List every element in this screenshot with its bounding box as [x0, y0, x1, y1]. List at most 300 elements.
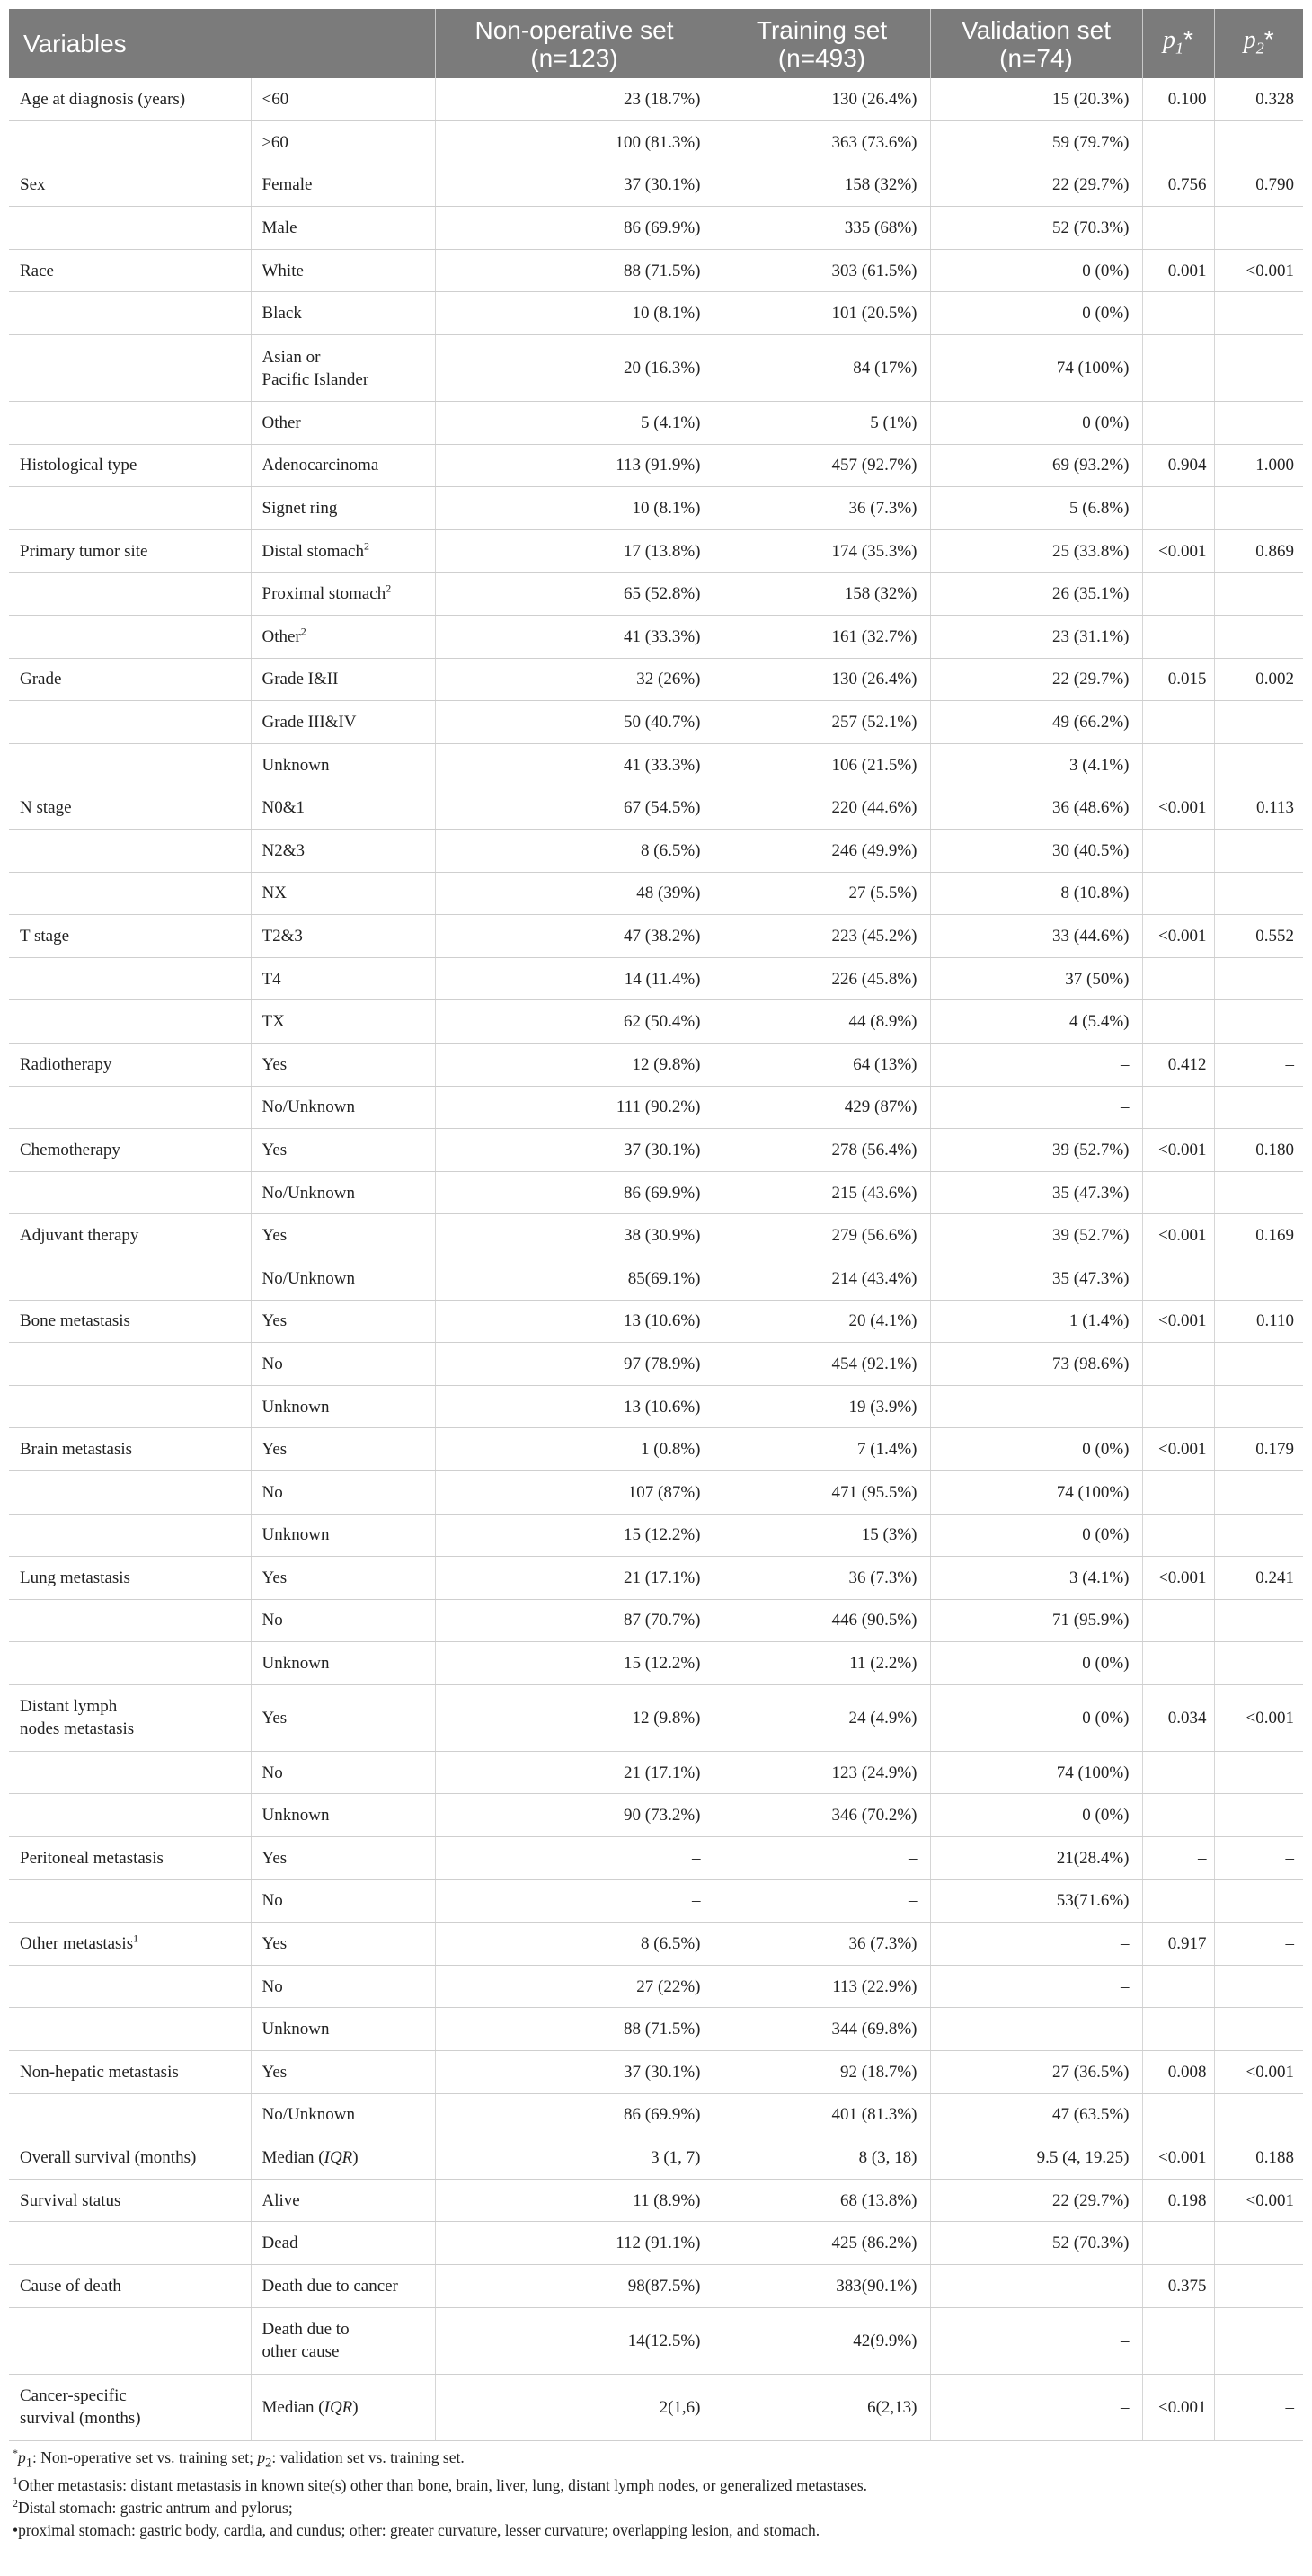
p1-value [1142, 2093, 1214, 2136]
variable-cell [9, 1923, 251, 1966]
nonoperative-value: 37 (30.1%) [435, 1129, 714, 1172]
nonoperative-value: 21 (17.1%) [435, 1557, 714, 1600]
category-label: ≥60 [262, 132, 288, 152]
table-row [9, 121, 1303, 164]
p1-value: <0.001 [1142, 2374, 1214, 2440]
category-cell [251, 2051, 435, 2094]
table-row [9, 2374, 1303, 2440]
table-row [9, 1171, 1303, 1214]
p2-value [1214, 1794, 1303, 1837]
training-value: 106 (21.5%) [714, 743, 930, 786]
nonoperative-value: 67 (54.5%) [435, 786, 714, 830]
nonoperative-value: 21 (17.1%) [435, 1751, 714, 1794]
nonoperative-value: – [435, 1879, 714, 1923]
variable-label: Sex [20, 175, 46, 195]
category-cell [251, 830, 435, 873]
category-label-end: ) [352, 2397, 359, 2417]
category-cell [251, 2136, 435, 2180]
validation-value: 0 (0%) [930, 249, 1142, 292]
category-label: Male [262, 218, 297, 238]
p2-value [1214, 743, 1303, 786]
table-row [9, 830, 1303, 873]
category-label: Other [262, 626, 301, 646]
nonoperative-value: 13 (10.6%) [435, 1300, 714, 1343]
variable-cell [9, 1642, 251, 1685]
variable-cell [9, 1470, 251, 1514]
category-label: Unknown [262, 1806, 330, 1825]
training-value: 346 (70.2%) [714, 1794, 930, 1837]
validation-value: – [930, 1965, 1142, 2008]
validation-value: 21(28.4%) [930, 1837, 1142, 1880]
footnote-other-metastasis: $^1$Other metastasis: distant metastasis in known site(s) other than bone, brain, liver, lung, distant lymph nodes, or generalized metastases. [13, 2474, 868, 2495]
validation-value: 36 (48.6%) [930, 786, 1142, 830]
nonoperative-value: 86 (69.9%) [435, 207, 714, 250]
p1-value [1142, 2307, 1214, 2374]
variable-cell [9, 444, 251, 487]
p1-value: <0.001 [1142, 1428, 1214, 1471]
validation-value: 30 (40.5%) [930, 830, 1142, 873]
category-cell [251, 1879, 435, 1923]
p1-value [1142, 1599, 1214, 1642]
nonoperative-value: 10 (8.1%) [435, 292, 714, 335]
category-label: Median ( [262, 2148, 324, 2168]
p2-value: – [1214, 1923, 1303, 1966]
variable-cell [9, 2136, 251, 2180]
variable-cell [9, 2051, 251, 2094]
category-label: TX [262, 1012, 285, 1032]
category-cell [251, 1599, 435, 1642]
variable-footnote-mark: 1 [133, 1932, 139, 1945]
validation-value: 49 (66.2%) [930, 701, 1142, 744]
training-value: 20 (4.1%) [714, 1300, 930, 1343]
p1-value: <0.001 [1142, 2136, 1214, 2180]
p2-value [1214, 872, 1303, 915]
table-row [9, 915, 1303, 958]
category-cell [251, 249, 435, 292]
p1-value: – [1142, 1837, 1214, 1880]
variable-cell [9, 1965, 251, 2008]
category-label: Unknown [262, 755, 330, 775]
category-cell [251, 2008, 435, 2051]
training-value: 401 (81.3%) [714, 2093, 930, 2136]
validation-value: 5 (6.8%) [930, 487, 1142, 530]
validation-value: 0 (0%) [930, 1514, 1142, 1557]
variable-cell [9, 1428, 251, 1471]
header-validation: Validation set (n=74) [930, 9, 1142, 78]
category-cell [251, 529, 435, 573]
category-cell [251, 1343, 435, 1386]
variable-cell [9, 1794, 251, 1837]
p1-value [1142, 1642, 1214, 1685]
validation-value: 9.5 (4, 19.25) [930, 2136, 1142, 2180]
validation-value: 39 (52.7%) [930, 1129, 1142, 1172]
p1-value [1142, 1879, 1214, 1923]
table-row [9, 249, 1303, 292]
category-cell [251, 1684, 435, 1751]
category-label: Median ( [262, 2397, 324, 2417]
category-label-end: ) [352, 2148, 359, 2168]
training-value: 226 (45.8%) [714, 957, 930, 1000]
nonoperative-value: 38 (30.9%) [435, 1214, 714, 1257]
training-value: 446 (90.5%) [714, 1599, 930, 1642]
p2-value [1214, 1257, 1303, 1300]
table-row [9, 2307, 1303, 2374]
variable-cell [9, 830, 251, 873]
variable-cell [9, 2008, 251, 2051]
p2-value [1214, 1599, 1303, 1642]
table-row [9, 1684, 1303, 1751]
validation-value: 35 (47.3%) [930, 1171, 1142, 1214]
training-value: 6(2,13) [714, 2374, 930, 2440]
header-p1: $p_1*$ [1142, 9, 1214, 78]
variable-cell [9, 1043, 251, 1086]
table-row [9, 335, 1303, 402]
validation-value: 73 (98.6%) [930, 1343, 1142, 1386]
p1-value: <0.001 [1142, 915, 1214, 958]
nonoperative-value: 41 (33.3%) [435, 743, 714, 786]
table-row [9, 701, 1303, 744]
training-value: 335 (68%) [714, 207, 930, 250]
header-nonoperative: Non-operative set (n=123) [435, 9, 714, 78]
variable-cell [9, 2179, 251, 2222]
table-row [9, 743, 1303, 786]
variable-cell [9, 335, 251, 402]
category-label: Adenocarcinoma [262, 456, 379, 475]
category-label: Grade III&IV [262, 713, 357, 733]
p2-value: 0.169 [1214, 1214, 1303, 1257]
p1-value [1142, 1514, 1214, 1557]
category-cell [251, 1751, 435, 1794]
header-p2: $p_2*$ [1214, 9, 1303, 78]
category-label: No/Unknown [262, 2105, 355, 2125]
table-row [9, 2136, 1303, 2180]
nonoperative-value: 86 (69.9%) [435, 1171, 714, 1214]
variable-label-line2: nodes metastasis [20, 1719, 135, 1739]
variable-cell [9, 957, 251, 1000]
table-row [9, 164, 1303, 207]
category-cell [251, 1000, 435, 1044]
table-container [9, 9, 1303, 2542]
training-value: 457 (92.7%) [714, 444, 930, 487]
validation-value: 52 (70.3%) [930, 2222, 1142, 2265]
table-row [9, 2008, 1303, 2051]
training-value: 11 (2.2%) [714, 1642, 930, 1685]
variable-cell [9, 207, 251, 250]
variable-label-line2: survival (months) [20, 2409, 141, 2429]
nonoperative-value: 8 (6.5%) [435, 830, 714, 873]
nonoperative-value: 12 (9.8%) [435, 1684, 714, 1751]
validation-value: 22 (29.7%) [930, 658, 1142, 701]
table-row [9, 78, 1303, 121]
p1-value [1142, 1470, 1214, 1514]
validation-value: 33 (44.6%) [930, 915, 1142, 958]
training-value: 92 (18.7%) [714, 2051, 930, 2094]
category-label: Yes [262, 2062, 288, 2082]
category-label: No/Unknown [262, 1097, 355, 1117]
table-row [9, 487, 1303, 530]
table-footnotes [9, 2447, 1303, 2543]
validation-value: 27 (36.5%) [930, 2051, 1142, 2094]
p2-value: – [1214, 1043, 1303, 1086]
category-label: White [262, 261, 304, 280]
variable-label: Grade [20, 670, 62, 689]
validation-value [930, 1385, 1142, 1428]
p2-value: <0.001 [1214, 2051, 1303, 2094]
category-label: No [262, 1482, 283, 1502]
nonoperative-value: 15 (12.2%) [435, 1514, 714, 1557]
category-label: Female [262, 175, 313, 195]
training-value: 123 (24.9%) [714, 1751, 930, 1794]
p1-value [1142, 1171, 1214, 1214]
validation-value: – [930, 1043, 1142, 1086]
p1-value: 0.198 [1142, 2179, 1214, 2222]
validation-value: 8 (10.8%) [930, 872, 1142, 915]
p1-value [1142, 1751, 1214, 1794]
p1-value [1142, 957, 1214, 1000]
variable-cell [9, 1300, 251, 1343]
validation-value: 37 (50%) [930, 957, 1142, 1000]
table-row [9, 1837, 1303, 1880]
training-value: 223 (45.2%) [714, 915, 930, 958]
validation-value: 59 (79.7%) [930, 121, 1142, 164]
p1-value: 0.015 [1142, 658, 1214, 701]
table-row [9, 1000, 1303, 1044]
variable-cell [9, 1599, 251, 1642]
p2-value [1214, 573, 1303, 616]
category-label: Unknown [262, 2020, 330, 2039]
variable-cell [9, 786, 251, 830]
p2-value: 0.110 [1214, 1300, 1303, 1343]
p2-value: – [1214, 1837, 1303, 1880]
category-label: <60 [262, 90, 289, 110]
nonoperative-value: 41 (33.3%) [435, 616, 714, 659]
p1-value: <0.001 [1142, 786, 1214, 830]
p1-value [1142, 1794, 1214, 1837]
validation-value: 0 (0%) [930, 1794, 1142, 1837]
training-value: 24 (4.9%) [714, 1684, 930, 1751]
p2-value: 0.328 [1214, 78, 1303, 121]
table-row [9, 1599, 1303, 1642]
p1-value: 0.008 [1142, 2051, 1214, 2094]
training-value: – [714, 1879, 930, 1923]
validation-value: – [930, 1086, 1142, 1129]
category-cell [251, 207, 435, 250]
p2-value: 1.000 [1214, 444, 1303, 487]
training-value: 246 (49.9%) [714, 830, 930, 873]
p2-value [1214, 1343, 1303, 1386]
category-label: Yes [262, 1568, 288, 1587]
nonoperative-value: 90 (73.2%) [435, 1794, 714, 1837]
p2-value: 0.179 [1214, 1428, 1303, 1471]
p2-value [1214, 402, 1303, 445]
nonoperative-value: 37 (30.1%) [435, 2051, 714, 2094]
category-cell [251, 743, 435, 786]
variable-cell [9, 249, 251, 292]
nonoperative-value: 3 (1, 7) [435, 2136, 714, 2180]
training-value: 101 (20.5%) [714, 292, 930, 335]
category-footnote-mark: 2 [300, 625, 306, 638]
variable-label: Peritoneal metastasis [20, 1848, 164, 1868]
validation-value: 52 (70.3%) [930, 207, 1142, 250]
validation-value: 4 (5.4%) [930, 1000, 1142, 1044]
p2-value: <0.001 [1214, 1684, 1303, 1751]
p2-value [1214, 1385, 1303, 1428]
training-value: 15 (3%) [714, 1514, 930, 1557]
training-value: 44 (8.9%) [714, 1000, 930, 1044]
category-label: T4 [262, 969, 281, 989]
training-value: 220 (44.6%) [714, 786, 930, 830]
variable-cell [9, 616, 251, 659]
category-cell [251, 1043, 435, 1086]
p1-value [1142, 487, 1214, 530]
nonoperative-value: 20 (16.3%) [435, 335, 714, 402]
table-row [9, 616, 1303, 659]
category-cell [251, 2093, 435, 2136]
category-cell [251, 335, 435, 402]
p2-value [1214, 292, 1303, 335]
p1-value [1142, 701, 1214, 744]
table-row [9, 2222, 1303, 2265]
p2-value: <0.001 [1214, 2179, 1303, 2222]
p2-value [1214, 830, 1303, 873]
table-row [9, 1086, 1303, 1129]
training-value: 68 (13.8%) [714, 2179, 930, 2222]
category-cell [251, 78, 435, 121]
nonoperative-value: 100 (81.3%) [435, 121, 714, 164]
header-variables: Variables [9, 9, 435, 78]
category-label: Yes [262, 1054, 288, 1074]
category-cell [251, 872, 435, 915]
validation-value: – [930, 2008, 1142, 2051]
category-cell [251, 2179, 435, 2222]
category-label: No [262, 1763, 283, 1782]
p2-value [1214, 1470, 1303, 1514]
variable-cell [9, 1000, 251, 1044]
p2-value [1214, 616, 1303, 659]
variable-cell [9, 2265, 251, 2308]
validation-value: 0 (0%) [930, 402, 1142, 445]
table-row [9, 1751, 1303, 1794]
p1-value: <0.001 [1142, 1300, 1214, 1343]
training-value: 64 (13%) [714, 1043, 930, 1086]
category-italic: IQR [324, 2148, 353, 2168]
p2-value: 0.869 [1214, 529, 1303, 573]
p2-value: 0.180 [1214, 1129, 1303, 1172]
training-value: 36 (7.3%) [714, 1557, 930, 1600]
table-row [9, 1343, 1303, 1386]
nonoperative-value: 14 (11.4%) [435, 957, 714, 1000]
validation-value: 15 (20.3%) [930, 78, 1142, 121]
validation-value: 1 (1.4%) [930, 1300, 1142, 1343]
training-value: 257 (52.1%) [714, 701, 930, 744]
training-value: – [714, 1837, 930, 1880]
table-row [9, 529, 1303, 573]
validation-value: 35 (47.3%) [930, 1257, 1142, 1300]
table-row [9, 1214, 1303, 1257]
training-value: 174 (35.3%) [714, 529, 930, 573]
training-value: 363 (73.6%) [714, 121, 930, 164]
training-value: 84 (17%) [714, 335, 930, 402]
p2-value [1214, 701, 1303, 744]
variable-cell [9, 529, 251, 573]
nonoperative-value: 1 (0.8%) [435, 1428, 714, 1471]
category-cell [251, 2265, 435, 2308]
category-cell [251, 1965, 435, 2008]
table-row [9, 444, 1303, 487]
category-label: No [262, 1354, 283, 1373]
p2-value [1214, 1751, 1303, 1794]
nonoperative-value: 17 (13.8%) [435, 529, 714, 573]
variable-cell [9, 1086, 251, 1129]
category-cell [251, 1129, 435, 1172]
training-value: 42(9.9%) [714, 2307, 930, 2374]
table-row [9, 1514, 1303, 1557]
p2-value: 0.113 [1214, 786, 1303, 830]
training-value: 303 (61.5%) [714, 249, 930, 292]
validation-value: 3 (4.1%) [930, 1557, 1142, 1600]
category-cell [251, 616, 435, 659]
p2-value: 0.002 [1214, 658, 1303, 701]
variable-cell [9, 1879, 251, 1923]
training-value: 454 (92.1%) [714, 1343, 930, 1386]
validation-value: – [930, 2374, 1142, 2440]
category-label: Unknown [262, 1397, 330, 1417]
training-value: 215 (43.6%) [714, 1171, 930, 1214]
validation-value: 0 (0%) [930, 292, 1142, 335]
table-row [9, 1470, 1303, 1514]
training-value: 279 (56.6%) [714, 1214, 930, 1257]
p1-value [1142, 121, 1214, 164]
nonoperative-value: 50 (40.7%) [435, 701, 714, 744]
training-value: 130 (26.4%) [714, 78, 930, 121]
category-cell [251, 701, 435, 744]
p2-value [1214, 1514, 1303, 1557]
p2-value [1214, 957, 1303, 1000]
p2-value: – [1214, 2265, 1303, 2308]
p2-value [1214, 121, 1303, 164]
nonoperative-value: 12 (9.8%) [435, 1043, 714, 1086]
p1-value [1142, 1343, 1214, 1386]
p1-value [1142, 2008, 1214, 2051]
variable-label: Cause of death [20, 2276, 121, 2296]
variable-label: Bone metastasis [20, 1311, 130, 1331]
category-cell [251, 2374, 435, 2440]
table-row [9, 658, 1303, 701]
validation-value: 22 (29.7%) [930, 164, 1142, 207]
table-row [9, 1428, 1303, 1471]
table-row [9, 2093, 1303, 2136]
variable-cell [9, 1751, 251, 1794]
table-row [9, 1385, 1303, 1428]
category-cell [251, 444, 435, 487]
training-value: 214 (43.4%) [714, 1257, 930, 1300]
p2-value: 0.552 [1214, 915, 1303, 958]
category-label: No [262, 1891, 283, 1911]
p1-value: 0.100 [1142, 78, 1214, 121]
variable-cell [9, 164, 251, 207]
category-cell [251, 1214, 435, 1257]
p1-value: <0.001 [1142, 529, 1214, 573]
nonoperative-value: 15 (12.2%) [435, 1642, 714, 1685]
category-cell [251, 1300, 435, 1343]
table-row [9, 1557, 1303, 1600]
category-label: Yes [262, 1440, 288, 1460]
category-label: Yes [262, 1226, 288, 1246]
validation-value: 74 (100%) [930, 335, 1142, 402]
p1-value [1142, 292, 1214, 335]
table-row [9, 1043, 1303, 1086]
training-value: 113 (22.9%) [714, 1965, 930, 2008]
